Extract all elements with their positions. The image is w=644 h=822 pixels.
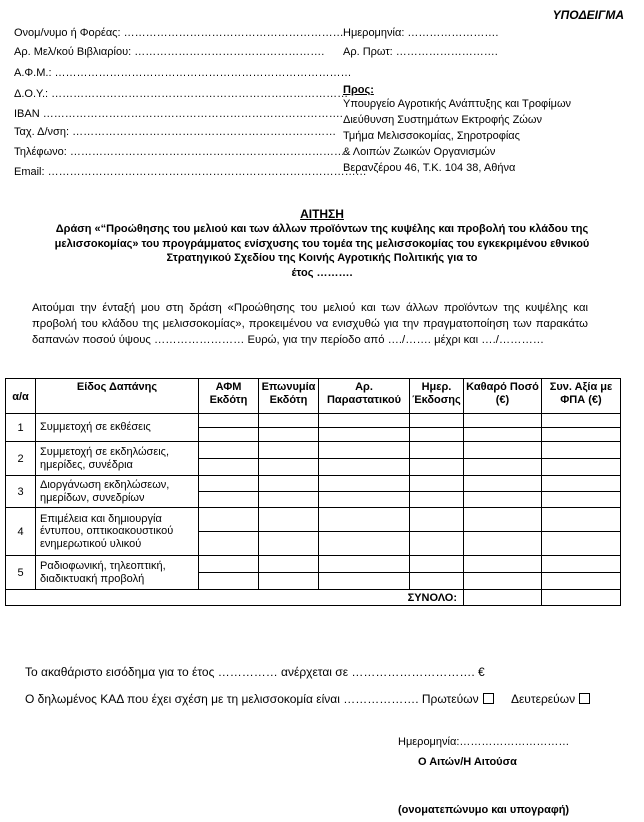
recipient-line: Διεύθυνση Συστημάτων Εκτροφής Ζώων	[343, 114, 542, 126]
row-number: 2	[6, 442, 36, 476]
cell[interactable]	[259, 442, 319, 459]
header-total-vat: Συν. Αξία με ΦΠΑ (€)	[542, 379, 621, 414]
action-line: Στρατηγικού Σχεδίου της Κοινής Αγροτικής Πολιτικής για το	[166, 252, 478, 264]
cell[interactable]	[199, 414, 259, 428]
cell[interactable]	[199, 428, 259, 442]
cell[interactable]	[410, 476, 464, 492]
action-line: Δράση «“Προώθησης του μελιού και των άλλων προϊόντων της κυψέλης και προβολή του κλάδου της	[55, 223, 589, 235]
cell[interactable]	[199, 442, 259, 459]
cell[interactable]	[464, 508, 542, 532]
action-line: έτος ……….	[291, 266, 353, 279]
cell[interactable]	[542, 573, 621, 590]
cell[interactable]	[542, 459, 621, 476]
cell[interactable]	[259, 492, 319, 508]
header-issuer-afm: ΑΦΜ Εκδότη	[199, 379, 259, 414]
cell[interactable]	[410, 414, 464, 428]
cell[interactable]	[410, 442, 464, 459]
cell[interactable]	[319, 459, 410, 476]
cell[interactable]	[464, 532, 542, 556]
cell[interactable]	[319, 442, 410, 459]
sample-stamp: ΥΠΟΔΕΙΓΜΑ	[552, 8, 624, 22]
request-paragraph: Αιτούμαι την ένταξή μου στη δράση «Προώθησης του μελιού και των άλλων προϊόντων της κυψέλης και προβολή του κλάδου της μελισσοκομίας», προκειμένου να ενισχυθώ για την πραγματοποίηση των παρακάτω δαπανών ποσού ύψους …………………… Ευρώ, για την περίοδο από …./……. μέχρι και …./…………	[32, 302, 588, 346]
cell[interactable]	[464, 492, 542, 508]
cell[interactable]	[259, 573, 319, 590]
signature-date: Ημερομηνία:…………………………	[398, 736, 570, 748]
header-issuer-name: Επωνυμία Εκδότη	[259, 379, 319, 414]
row-description: Ραδιοφωνική, τηλεοπτική, διαδικτυακή προβολή	[36, 556, 199, 590]
table-row	[6, 414, 621, 428]
signer-label: Ο Αιτών/Η Αιτούσα	[418, 756, 517, 768]
header-net-amount: Καθαρό Ποσό (€)	[464, 379, 542, 414]
field-email: Email: ……………………………………………………………………………	[14, 166, 367, 178]
table-total-row	[6, 590, 621, 606]
date-field: Ημερομηνία: …………………….	[343, 27, 499, 39]
cell[interactable]	[464, 556, 542, 573]
header-aa: α/α	[6, 379, 36, 414]
cell[interactable]	[259, 414, 319, 428]
total-vat-cell[interactable]	[542, 590, 621, 606]
field-afm: Α.Φ.Μ.: ………………………………………………………………………	[14, 67, 352, 79]
total-net-cell[interactable]	[464, 590, 542, 606]
header-document-number: Αρ. Παραστατικού	[319, 379, 410, 414]
header-expense-type: Είδος Δαπάνης	[36, 379, 199, 414]
cell[interactable]	[199, 476, 259, 492]
recipient-line: Τμήμα Μελισσοκομίας, Σηροτροφίας	[343, 130, 520, 142]
action-line: μελισσοκομίας» του προγράμματος ενίσχυσης του τομέα της μελισσοκομίας του εγκεκριμένου εθνικού	[54, 237, 590, 250]
row-description: Συμμετοχή σε εκθέσεις	[36, 414, 199, 442]
protocol-field: Αρ. Πρωτ: ……………………….	[343, 46, 498, 58]
recipient-line: Βερανζέρου 46, Τ.Κ. 104 38, Αθήνα	[343, 162, 516, 174]
cell[interactable]	[259, 508, 319, 532]
cell[interactable]	[319, 414, 410, 428]
field-phone: Τηλέφωνο: …………………………………………………………………	[14, 146, 345, 158]
cell[interactable]	[319, 428, 410, 442]
field-name: Ονομ/νυμο ή Φορέας: ……………………………………………………	[14, 27, 344, 39]
cell[interactable]	[259, 459, 319, 476]
cell[interactable]	[464, 414, 542, 428]
field-registry-book: Αρ. Μελ/κού Βιβλιαρίου: …………………………………………….	[14, 46, 325, 58]
cell[interactable]	[542, 556, 621, 573]
cell[interactable]	[542, 476, 621, 492]
expenses-table	[5, 378, 621, 606]
recipient-line: & Λοιπών Ζωικών Οργανισμών	[343, 146, 496, 158]
row-number: 4	[6, 508, 36, 556]
cell[interactable]	[542, 508, 621, 532]
cell[interactable]	[259, 476, 319, 492]
table-row	[6, 508, 621, 532]
cell[interactable]	[319, 573, 410, 590]
recipient-label: Προς:	[343, 84, 374, 96]
cell[interactable]	[410, 556, 464, 573]
cell[interactable]	[410, 428, 464, 442]
cell[interactable]	[199, 532, 259, 556]
row-description: Διοργάνωση εκδηλώσεων, ημερίδων, συνεδρίων	[36, 476, 199, 508]
table-header-row	[6, 379, 621, 414]
row-number: 3	[6, 476, 36, 508]
cell[interactable]	[410, 508, 464, 532]
kad-line	[25, 692, 590, 706]
table-row	[6, 476, 621, 492]
cell[interactable]	[464, 573, 542, 590]
table-row	[6, 442, 621, 459]
cell[interactable]	[199, 573, 259, 590]
header-issue-date: Ημερ. Έκδοσης	[410, 379, 464, 414]
cell[interactable]	[199, 459, 259, 476]
document-title: ΑΙΤΗΣΗ	[300, 207, 344, 221]
cell[interactable]	[199, 508, 259, 532]
cell[interactable]	[319, 492, 410, 508]
cell[interactable]	[199, 556, 259, 573]
cell[interactable]	[319, 508, 410, 532]
cell[interactable]	[319, 532, 410, 556]
cell[interactable]	[464, 459, 542, 476]
field-iban: IBAN ……………………………………………………………………….	[14, 108, 343, 120]
cell[interactable]	[259, 532, 319, 556]
row-description: Συμμετοχή σε εκδηλώσεις, ημερίδες, συνέδρια	[36, 442, 199, 476]
cell[interactable]	[259, 556, 319, 573]
row-number: 5	[6, 556, 36, 590]
income-line: Το ακαθάριστο εισόδημα για το έτος …………… ανέρχεται σε …………………………. €	[25, 665, 485, 679]
total-label: ΣΥΝΟΛΟ:	[6, 590, 464, 606]
cell[interactable]	[410, 459, 464, 476]
field-address: Ταχ. Δ/νση: ………………………………………………………………	[14, 126, 337, 138]
cell[interactable]	[410, 532, 464, 556]
action-description	[18, 222, 626, 280]
cell[interactable]	[259, 428, 319, 442]
secondary-checkbox[interactable]	[579, 693, 590, 704]
primary-checkbox[interactable]	[483, 693, 494, 704]
table-row	[6, 556, 621, 573]
row-description: Επιμέλεια και δημιουργία έντυπου, οπτικοακουστικού ενημερωτικού υλικού	[36, 508, 199, 556]
cell[interactable]	[199, 492, 259, 508]
cell[interactable]	[542, 428, 621, 442]
cell[interactable]	[410, 573, 464, 590]
cell[interactable]	[542, 414, 621, 428]
kad-secondary-label: Δευτερεύων	[510, 692, 576, 706]
field-doy: Δ.Ο.Υ.: ………………………………………………………………………	[14, 88, 349, 100]
signature-note: (ονοματεπώνυμο και υπογραφή)	[398, 804, 570, 816]
cell[interactable]	[542, 492, 621, 508]
cell[interactable]	[542, 532, 621, 556]
cell[interactable]	[464, 476, 542, 492]
cell[interactable]	[410, 492, 464, 508]
recipient-line: Υπουργείο Αγροτικής Ανάπτυξης και Τροφίμων	[343, 98, 572, 110]
row-number: 1	[6, 414, 36, 442]
cell[interactable]	[319, 556, 410, 573]
cell[interactable]	[319, 476, 410, 492]
cell[interactable]	[464, 428, 542, 442]
cell[interactable]	[542, 442, 621, 459]
kad-text: Ο δηλωμένος ΚΑΔ που έχει σχέση με τη μελισσοκομία είναι ………………. Πρωτεύων	[25, 692, 479, 706]
cell[interactable]	[464, 442, 542, 459]
